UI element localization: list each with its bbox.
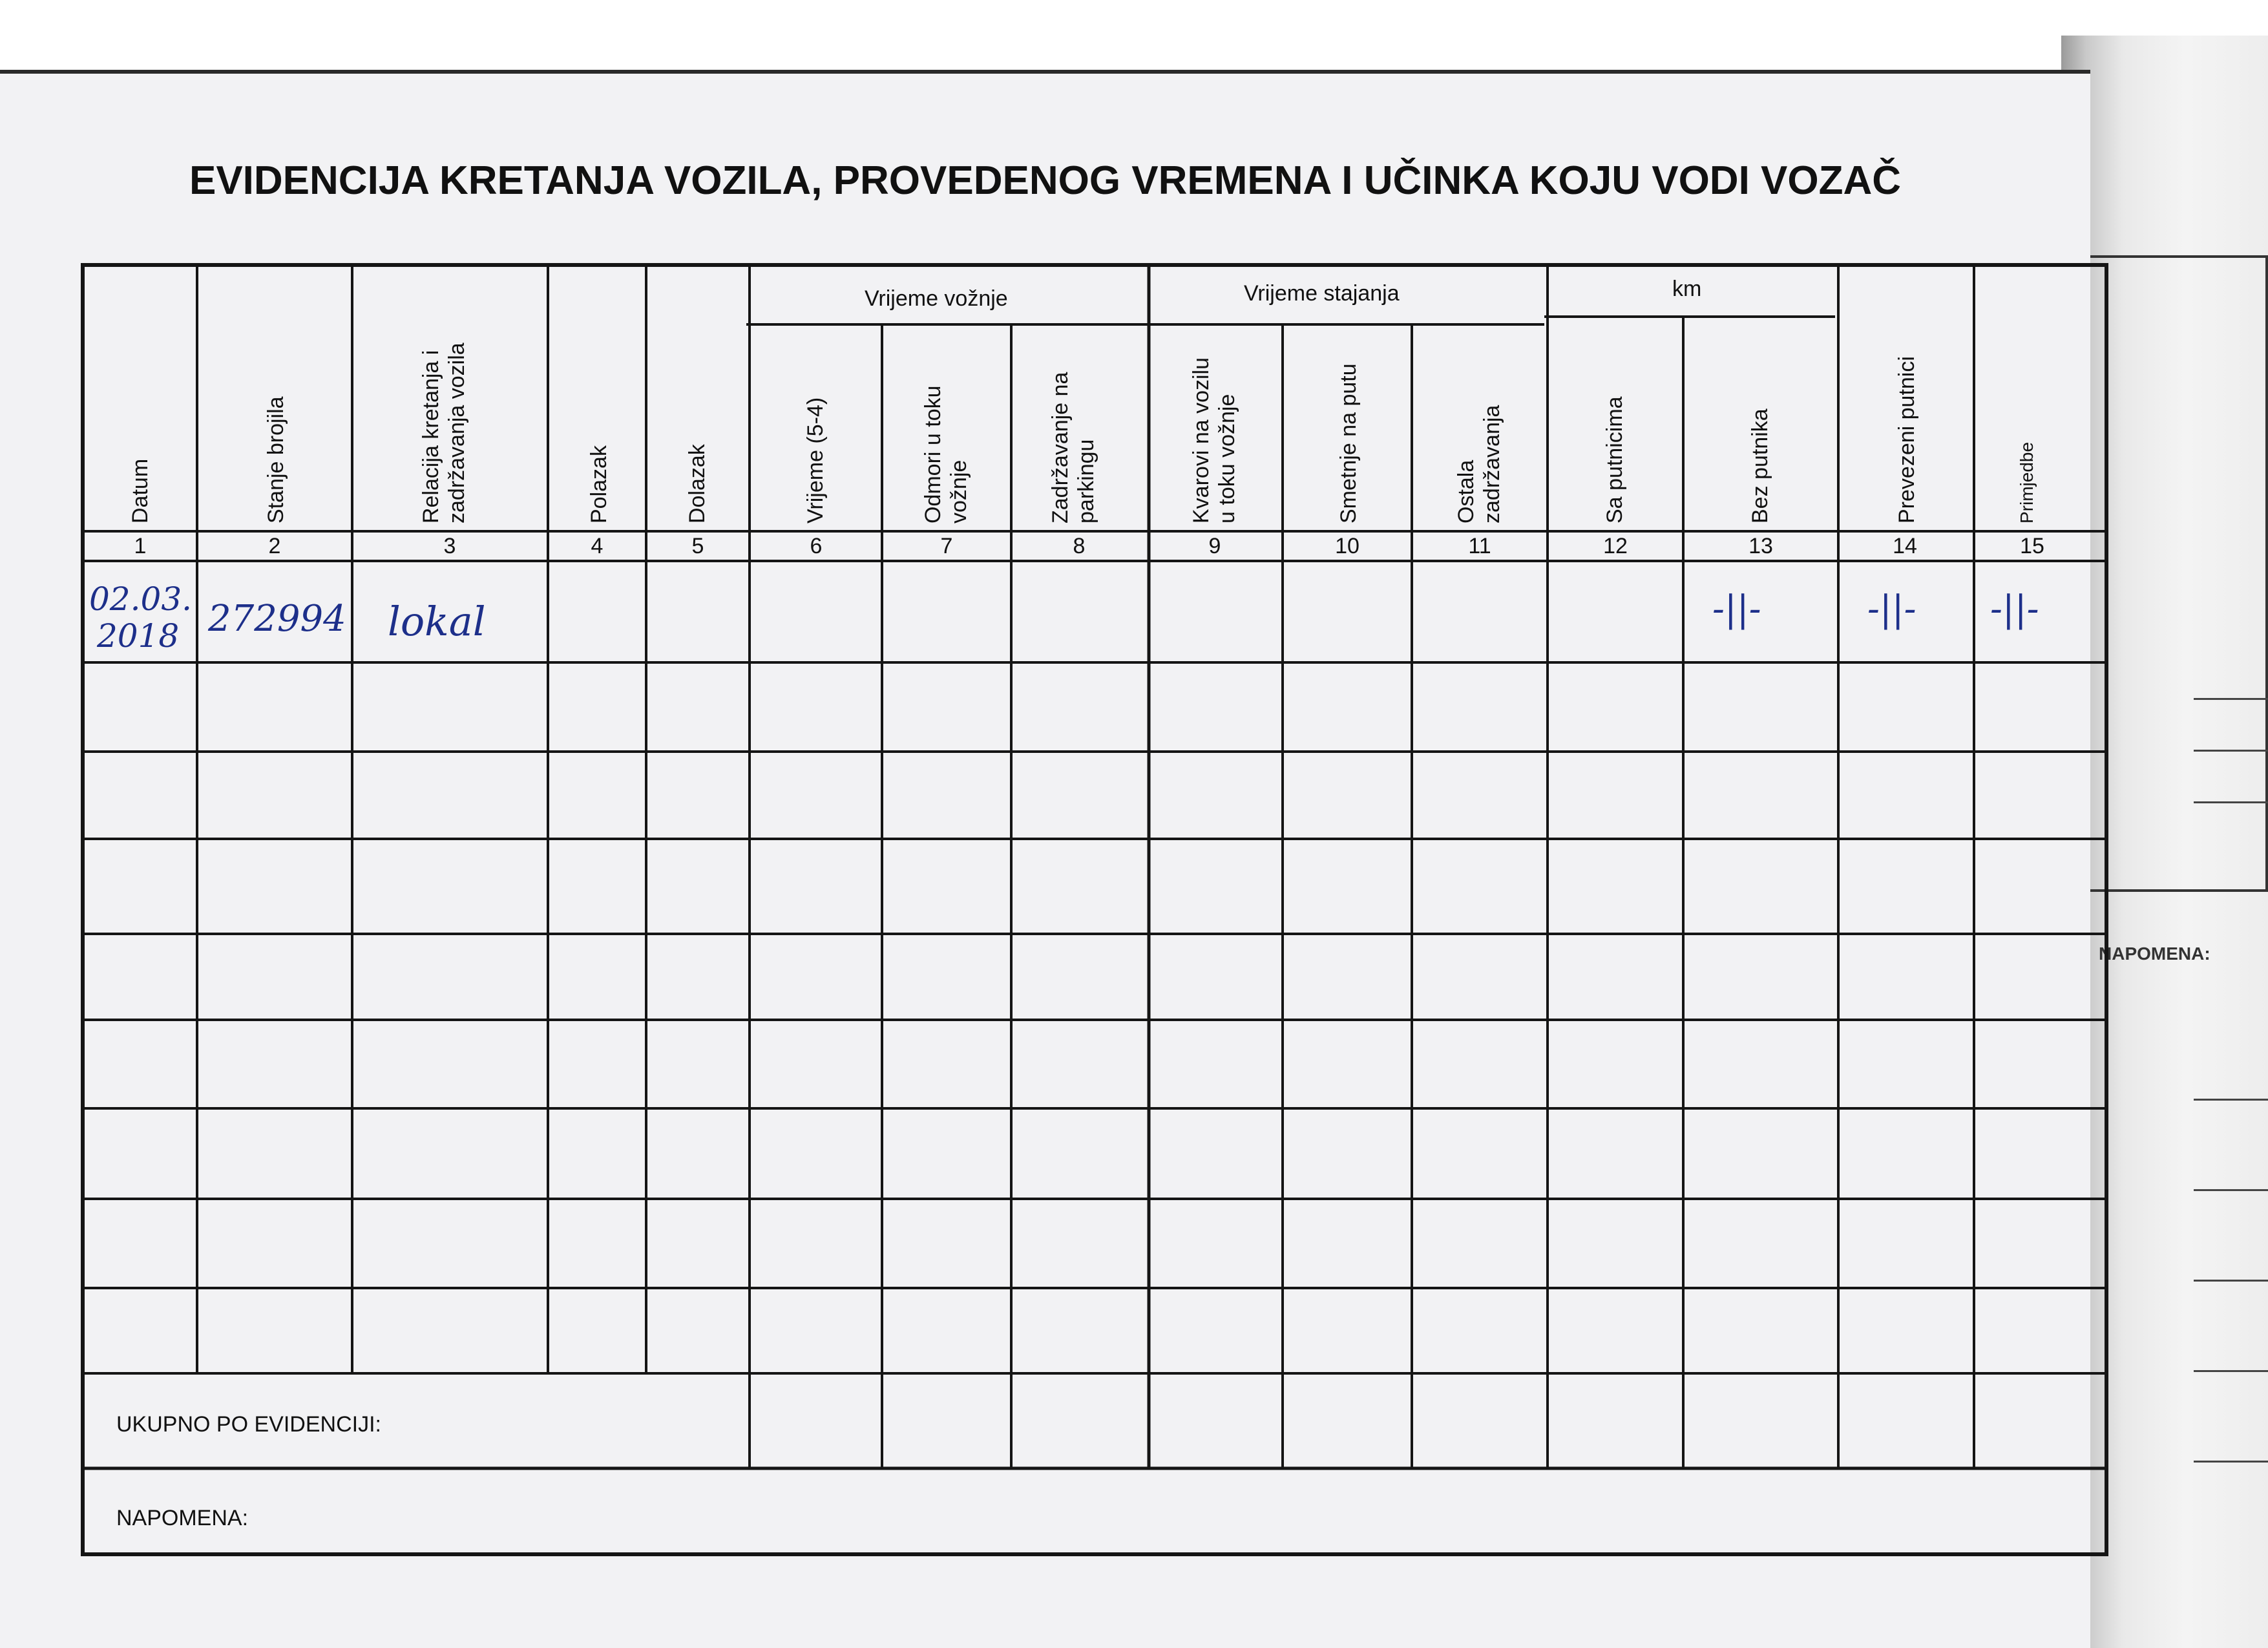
column-header-stanje-brojila: Stanje brojila [264,396,288,523]
group-header-vrijeme-voznje: Vrijeme vožnje [865,286,1008,311]
entry-relacija: lokal [388,598,486,645]
column-number: 12 [1603,534,1628,558]
column-header-kvarovi-line2: u toku vožnje [1215,394,1239,523]
entry-stanje-brojila: 272994 [208,598,346,640]
column-number: 5 [691,534,704,558]
entry-primjedbe: -||- [1990,588,2039,630]
column-header-zadrzavanje-line1: Zadržavanje na [1048,372,1073,523]
column-header-smetnje: Smetnje na putu [1336,363,1361,523]
ukupno-label: UKUPNO PO EVIDENCIJI: [116,1412,381,1437]
column-header-primjedbe: Primjedbe [2017,441,2037,523]
group-header-vrijeme-stajanja: Vrijeme stajanja [1244,281,1400,306]
column-header-odmori-line1: Odmori u toku [921,385,945,523]
group-header-km: km [1672,277,1702,301]
column-header-dolazak: Dolazak [685,444,709,523]
entry-datum-line2: 2018 [97,617,180,655]
column-header-bez-putnika: Bez putnika [1748,408,1772,523]
column-number: 8 [1073,534,1086,558]
column-number: 1 [134,534,147,558]
column-number: 9 [1208,534,1221,558]
column-header-relacija-line1: Relacija kretanja i [419,350,443,523]
column-number: 15 [2020,534,2044,558]
column-number: 11 [1468,534,1491,558]
column-header-kvarovi-line1: Kvarovi na vozilu [1189,357,1213,523]
column-number: 6 [810,534,823,558]
column-number: 3 [443,534,456,558]
adjacent-page-napomena: NAPOMENA: [2099,944,2210,964]
napomena-label: NAPOMENA: [116,1506,249,1530]
column-number: 7 [940,534,953,558]
column-header-prevezeni-putnici: Prevezeni putnici [1895,356,1919,523]
column-header-sa-putnicima: Sa putnicima [1602,396,1627,523]
entry-bez-putnika: -||- [1712,588,1761,630]
column-header-datum: Datum [128,458,152,523]
column-number: 13 [1748,534,1773,558]
column-header-ostala-line2: zadržavanja [1480,405,1504,523]
entry-prevezeni-putnici: -||- [1867,588,1916,630]
column-number: 10 [1335,534,1360,558]
column-header-zadrzavanje-line2: parkingu [1074,439,1098,523]
column-header-odmori-line2: vožnje [947,460,971,523]
column-header-ostala-line1: Ostala [1454,460,1478,523]
entry-datum-line1: 02.03. [89,580,193,618]
column-number: 2 [268,534,281,558]
column-number: 14 [1893,534,1917,558]
column-header-polazak: Polazak [587,445,611,523]
column-number: 4 [591,534,604,558]
column-header-relacija-line2: zadržavanja vozila [445,343,469,523]
form-title: EVIDENCIJA KRETANJA VOZILA, PROVEDENOG VREMENA I UČINKA KOJU VODI VOZAČ [189,158,1902,203]
column-header-vrijeme: Vrijeme (5-4) [803,397,828,523]
